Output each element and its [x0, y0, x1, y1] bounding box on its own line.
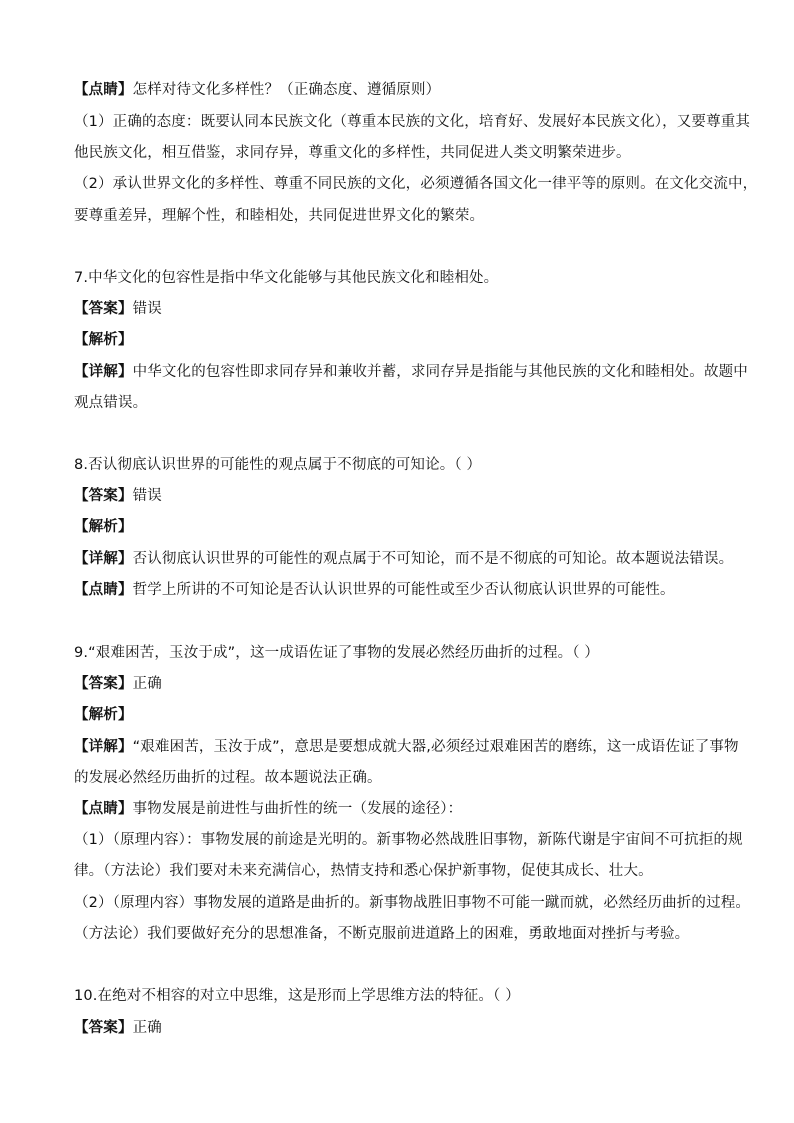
body-line	[74, 861, 653, 881]
tag-analysis: 【解析】	[74, 332, 133, 348]
tag-answer: 【答案】	[74, 676, 133, 692]
explanation-line	[74, 549, 733, 569]
dianjing-heading	[74, 80, 440, 100]
explanation-text: 中华文化的包容性即求同存异和兼收并蓄，求同存异是指能与其他民族的文化和睦相处。故题中	[132, 364, 748, 380]
body-line	[74, 924, 689, 944]
tag-dianjing: 【点睛】	[74, 582, 133, 598]
dianjing-line	[74, 580, 675, 600]
tag-analysis: 【解析】	[74, 707, 133, 723]
analysis-line	[74, 517, 133, 537]
line-text: （2）（原理内容）事物发展的道路是曲折的。新事物战胜旧事物不可能一蹴而就，必然经历曲折的过程。	[74, 895, 751, 911]
explanation-text: 否认彻底认识世界的可能性的观点属于不可知论，而不是不彻底的可知论。故本题说法错误。	[132, 551, 734, 567]
line-text: 怎样对待文化多样性？（正确态度、遵循原则）	[132, 82, 441, 98]
answer-value: 正确	[132, 676, 162, 692]
body-line	[74, 112, 750, 132]
tag-dianjing: 【点睛】	[74, 801, 133, 817]
answer-value: 错误	[132, 488, 162, 504]
explanation-text: “艰难困苦，玉汝于成”，意思是要想成就大器,必须经过艰难困苦的磨练，这一成语佐证了事物	[132, 739, 739, 755]
answer-line	[74, 299, 162, 319]
tag-explanation: 【详解】	[74, 551, 133, 567]
question-8	[74, 455, 481, 475]
question-text: 9.“艰难困苦，玉汝于成”，这一成语佐证了事物的发展必然经历曲折的过程。（ ）	[74, 645, 600, 661]
question-10	[74, 986, 520, 1006]
body-line	[74, 206, 484, 226]
dianjing-text: 哲学上所讲的不可知论是否认认识世界的可能性或至少否认彻底认识世界的可能性。	[132, 582, 675, 598]
explanation-line	[74, 737, 739, 757]
line-text: 要尊重差异，理解个性，和睦相处，共同促进世界文化的繁荣。	[74, 208, 485, 224]
question-text: 10.在绝对不相容的对立中思维，这是形而上学思维方法的特征。（ ）	[74, 988, 520, 1004]
tag-explanation: 【详解】	[74, 364, 133, 380]
answer-line	[74, 674, 162, 694]
answer-value: 正确	[132, 1020, 162, 1036]
question-text: 8.否认彻底认识世界的可能性的观点属于不彻底的可知论。（ ）	[74, 457, 482, 473]
line-text: 的发展必然经历曲折的过程。故本题说法正确。	[74, 770, 382, 786]
body-line	[74, 143, 631, 163]
tag-answer: 【答案】	[74, 301, 133, 317]
tag-analysis: 【解析】	[74, 519, 133, 535]
body-line	[74, 768, 382, 788]
line-text: （1）（原理内容）：事物发展的前途是光明的。新事物必然战胜旧事物，新陈代谢是宇宙间不可抗拒的规	[74, 832, 743, 848]
question-7	[74, 268, 498, 288]
tag-dianjing: 【点睛】	[74, 82, 133, 98]
line-text: （方法论）我们要做好充分的思想准备，不断克服前进道路上的困难，勇敢地面对挫折与考验。	[74, 926, 690, 942]
dianjing-text: 事物发展是前进性与曲折性的统一（发展的途径）：	[132, 801, 463, 817]
line-text: 观点错误。	[74, 395, 148, 411]
body-line	[74, 893, 750, 913]
answer-value: 错误	[132, 301, 162, 317]
line-text: 律。（方法论）我们要对未来充满信心，热情支持和悉心保护新事物，促使其成长、壮大。	[74, 863, 653, 879]
question-9	[74, 643, 599, 663]
body-line	[74, 174, 757, 194]
answer-line	[74, 1018, 162, 1038]
analysis-line	[74, 705, 133, 725]
tag-explanation: 【详解】	[74, 739, 133, 755]
question-text: 7.中华文化的包容性是指中华文化能够与其他民族文化和睦相处。	[74, 270, 499, 286]
line-text: 他民族文化，相互借鉴，求同存异，尊重文化的多样性，共同促进人类文明繁荣进步。	[74, 145, 631, 161]
body-line	[74, 830, 743, 850]
body-line	[74, 393, 147, 413]
line-text: （1）正确的态度：既要认同本民族文化（尊重本民族的文化，培育好、发展好本民族文化），又要尊重其	[74, 114, 751, 130]
tag-answer: 【答案】	[74, 488, 133, 504]
dianjing-line	[74, 799, 462, 819]
tag-answer: 【答案】	[74, 1020, 133, 1036]
analysis-line	[74, 330, 133, 350]
line-text: （2）承认世界文化的多样性、尊重不同民族的文化，必须遵循各国文化一律平等的原则。在文化交流中，	[74, 176, 758, 192]
answer-line	[74, 486, 162, 506]
explanation-line	[74, 362, 748, 382]
